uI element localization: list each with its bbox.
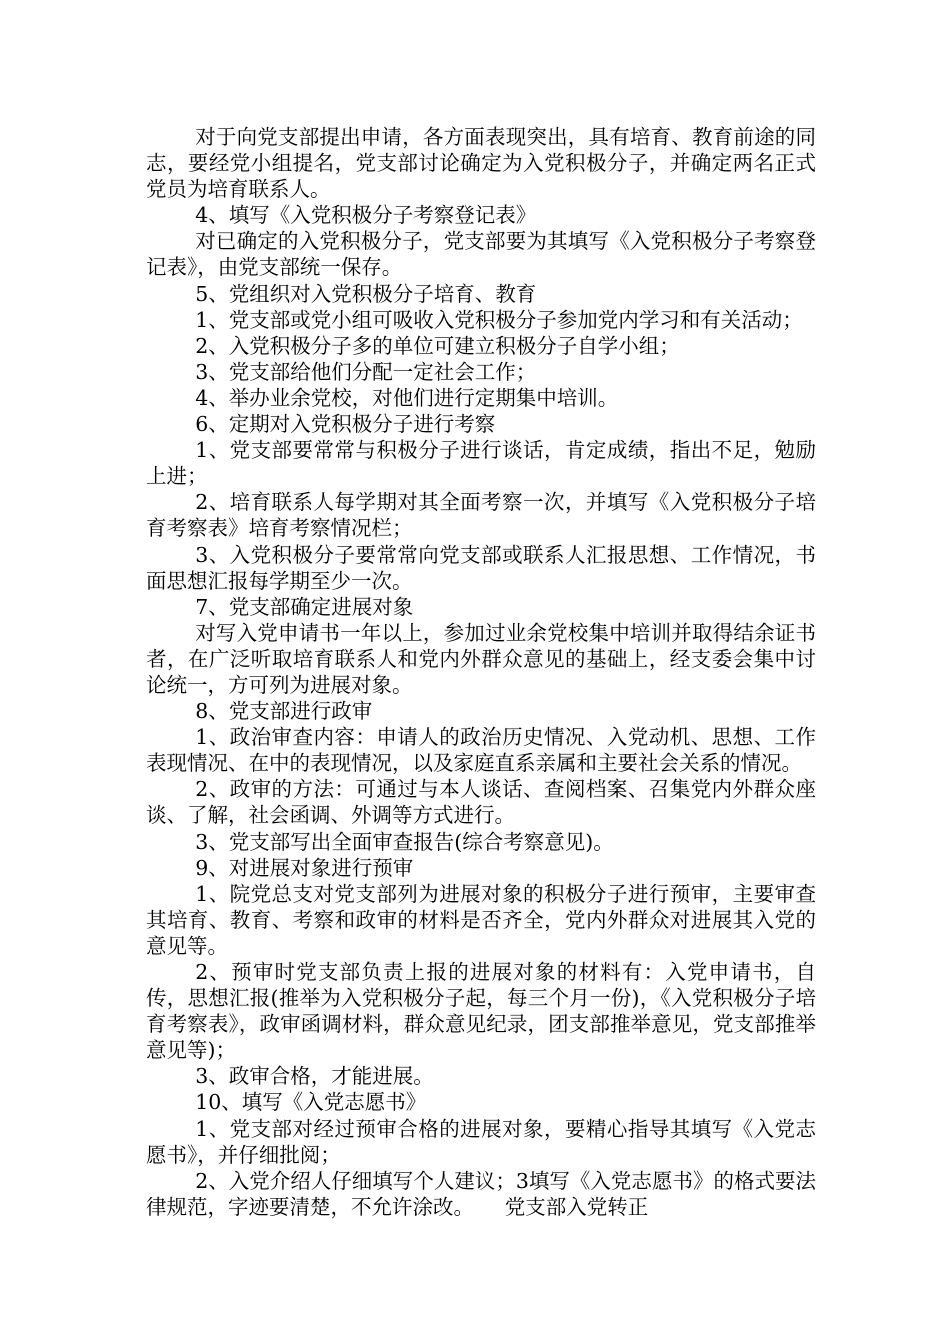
- list-item: 3、政审合格，才能进展。: [195, 1064, 434, 1089]
- section-heading: 9、对进展对象进行预审: [195, 855, 414, 880]
- list-item: 1、党支部要常常与积极分子进行谈话，肯定成绩，指出不足，勉励上进；: [146, 438, 816, 489]
- paragraph: 对已确定的入党积极分子，党支部要为其填写《入党积极分子考察登记表》，由党支部统一保存。: [146, 229, 816, 280]
- list-item: 2、预审时党支部负责上报的进展对象的材料有：入党申请书，自传，思想汇报(推举为入党积极分子起，每三个月一份)，《入党积极分子培育考察表》，政审函调材料，群众意见纪录，团支部推举意见，党支部推举意见等)；: [146, 960, 816, 1063]
- section-heading: 7、党支部确定进展对象: [195, 594, 414, 619]
- list-item: 4、举办业余党校，对他们进行定期集中培训。: [195, 385, 619, 410]
- list-item: 3、入党积极分子要常常向党支部或联系人汇报思想、工作情况，书面思想汇报每学期至少一次。: [146, 542, 816, 593]
- list-item: 2、培育联系人每学期对其全面考察一次，并填写《入党积极分子培育考察表》培育考察情况栏；: [146, 490, 816, 541]
- list-item: 2、入党积极分子多的单位可建立积极分子自学小组；: [195, 333, 680, 358]
- paragraph: 对于向党支部提出申请，各方面表现突出，具有培育、教育前途的同志，要经党小组提名，党支部讨论确定为入党积极分子，并确定两名正式党员为培育联系人。: [146, 125, 816, 202]
- paragraph: 对写入党申请书一年以上，参加过业余党校集中培训并取得结余证书者，在广泛听取培育联系人和党内外群众意见的基础上，经支委会集中讨论统一，方可列为进展对象。: [146, 620, 816, 697]
- section-heading: 4、填写《入党积极分子考察登记表》: [195, 203, 537, 228]
- section-heading: 10、填写《入党志愿书》: [195, 1090, 427, 1115]
- list-item: 2、政审的方法：可通过与本人谈话、查阅档案、召集党内外群众座谈、了解，社会函调、外调等方式进行。: [146, 777, 816, 828]
- document-body: [146, 124, 816, 1220]
- list-item: 3、党支部给他们分配一定社会工作；: [195, 359, 537, 384]
- list-item: 1、党支部或党小组可吸收入党积极分子参加党内学习和有关活动；: [195, 307, 803, 332]
- list-item: 1、党支部对经过预审合格的进展对象，要精心指导其填写《入党志愿书》，并仔细批阅；: [146, 1116, 816, 1167]
- section-heading: 8、党支部进行政审: [195, 699, 373, 724]
- section-heading: 6、定期对入党积极分子进行考察: [195, 412, 496, 437]
- section-heading: 5、党组织对入党积极分子培育、教育: [195, 281, 537, 306]
- list-item: 1、院党总支对党支部列为进展对象的积极分子进行预审，主要审查其培育、教育、考察和政审的材料是否齐全，党内外群众对进展其入党的意见等。: [146, 881, 816, 958]
- list-item: 1、政治审查内容：申请人的政治历史情况、入党动机、思想、工作表现情况、在中的表现情况，以及家庭直系亲属和主要社会关系的情况。: [146, 725, 816, 776]
- list-item: 2、入党介绍人仔细填写个人建议；3填写《入党志愿书》的格式要法律规范，字迹要清楚，不允许涂改。 党支部入党转正: [146, 1168, 816, 1219]
- list-item: 3、党支部写出全面审查报告(综合考察意见)。: [195, 829, 614, 854]
